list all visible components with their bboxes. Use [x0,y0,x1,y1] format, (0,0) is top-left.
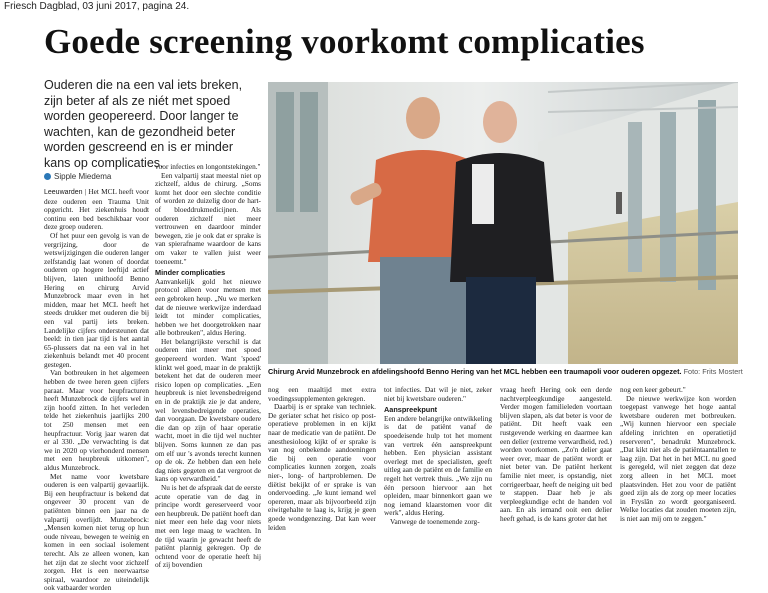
paragraph: Aanvankelijk gold het nieuwe protocol alleen voor mensen met een gebroken heup. „Nu we merken dat de nieuwe werkwijze inderdaad leidt tot minder complicaties, hebben we het doorgetrokken naar alle botbreuken", aldus Hering. [155,276,261,338]
article-photo [268,82,738,364]
paragraph: Nu is het de afspraak dat de eerste acute operatie van de dag in principe wordt gereserveerd voor een heupbreuk. De patiënt hoeft dan niet meer een hele dag voor niets met een lege maag te wachten. In de tijd waarin je gewacht heeft de patiënt plannig gekregen. Op de ochtend voor de operatie heeft hij of zij bovendien [155,482,261,570]
author-byline [44,172,111,181]
paragraph: voor infecties en longontstekingen." [155,162,261,171]
article-column-3 [268,386,376,532]
subheading: Minder complicaties [155,268,226,278]
paragraph: De nieuwe werkwijze kon worden toegepast vanwege het hoge aantal kwetsbare ouderen met botbreuken. „Wij kunnen hiervoor een speciale afdeling inrichten en operatietijd reserveren", benadrukt Munzebrock. „Dat kikt niet als de patiëntaantallen te laag zijn. Dat het in het MCL nu goed is geregeld, wil niet zeggen dat deze zorg alleen in het MCL moet plaatsvinden. Het zou voor de patiënt goed zijn als de zorg op meer locaties in Fryslân zo wordt georganiseerd. Welke locaties dat zouden moeten zijn, is niet aan mij om te zeggen." [620,393,736,523]
paragraph: Vanwege de toenemende zorg- [390,516,480,526]
article-column-1 [44,188,149,593]
article-column-2 [155,163,261,570]
paragraph: Of het puur een gevolg is van de vergrijzing, door de wetswijzigingen die ouderen langer zelfstandig laat wonen of doordat ouderen op hogere leeftijd actief blijven, laten unithoofd Benno Hering en chirurg Arvid Munzebrock maar even in het midden, maar het MCL heeft het steeds drukker met ouderen die bij een val partij iets breken. Landelijke cijfers ondersteunen dat beeld: in tien jaar tijd is het aantal 65-plussers dat na een val in het ziekenhuis belandt met 40 procent gestegen. [44,230,149,369]
article-column-6 [620,386,736,524]
paragraph: Met name voor kwetsbare ouderen is een valpartij gevaarlijk. Bij een heupfractuur is bekend dat ongeveer 30 procent van de patiënten binnen een jaar na de valpartij overlijdt. Munzebrock: „Mensen komen niet terug op hun oude niveau, bewegen te weinig en komen in een sociaal isolement terecht. Als ze alleen wonen, kan het zijn dat ze slecht voor zichzelf zorgen. Het is een neerwaartse spiraal, waardoor ze uiteindelijk ook vatbaarder worden [44,471,149,593]
paragraph: Het belangrijkste verschil is dat ouderen niet meer met spoed geopereerd worden. Want 'spoed' klinkt wel goed, maar in de praktijk betekent het dat de ouderen meer risico lopen op complicaties. „Een heupbreuk is niet levensbedreigend en in de praktijk zie je dat andere, wel levensbedreigende operaties, dan voorgaan. De kwetsbare oudere die dan op zijn of haar operatie wacht, moet in die tijd wel nuchter blijven. Soms kunnen ze dan pas om elf uur 's avonds terecht kunnen op de ok. Ze hebben dan een hele dag niets gegeten en dat vergroot de kans op verwardheid." [155,336,261,484]
photo-illustration [268,82,738,364]
paragraph: Een andere belangrijke ontwikkeling is dat de patiënt vanaf de spoedeisende hulp tot het moment van vertrek één aanspreekpunt hebben. Een physician assistant overlegt met de specialisten, geeft uitleg aan de patiënt en de familie en regelt het vertrek thuis. „We zijn nu één persoon hiervoor aan het opleiden, maar binnenkort gaan we nog iemand klaarstomen voor dit werk", aldus Hering. [384,413,492,518]
paragraph: vraag heeft Hering ook een derde nachtverpleegkundige aangesteld. Verder mogen familieleden voortaan blijven slapen, als dat beter is voor de patiënt. Dit heeft vaak een rustgevende werking en daarmee kan een delier (extreme verwardheid, red.) worden voorkomen. „Zo'n delier gaat weer over, maar de patiënt wordt er niet beter van. De patiënt herkent familie niet meer, is opstandig, niet corrigeerbaar, heeft de neiging uit bed te stappen. Daar heb je als verpleegkundige echt de handen vol aan. En als iemand ooit een delier heeft gehad, is de kans groter dat het [500,385,612,523]
article-column-5 [500,386,612,524]
paragraph: Een valpartij staat meestal niet op zichzelf, aldus de chirurg. „Soms komt het door een slechte conditie of worden ze duizelig door de hart- of bloeddrukmedicijnen. Als ouderen zichzelf niet meer vertrouwen en daardoor minder bewegen, zie je ook dat er sprake is van spierafname waardoor de kans om vaker te vallen juist weer toeneemt." [155,170,261,266]
newspaper-source: Friesch Dagblad, 03 juni 2017, pagina 24. [4,1,190,12]
paragraph: Daarbij is er sprake van techniek. De geriater schat het risico op post-operatieve problemen in en kijkt naar de medicatie van de patiënt. De anesthesioloog kijkt of er sprake is van nog onbekende aandoeningen die bij een operatie voor complicaties kunnen zorgen, zoals nier-, long- of hartproblemen. De diëtist bekijkt of er sprake is van ondervoeding. „Je kunt iemand wel opereren, maar als bijvoorbeeld zijn eiwitgehalte te laag is, krijg je geen goede wondgenezing. Dat kan weer leiden [268,402,376,532]
headline: Goede screening voorkomt complicaties [44,22,645,61]
paragraph: nog een keer gebeurt." [620,385,686,394]
caption-text: Chirurg Arvid Munzebrock en afdelingshoofd Benno Hering van het MCL hebben een traumapoli voor ouderen opgezet. [268,367,682,376]
paragraph: nog een maaltijd met extra voedingssupplementen gekregen. [268,385,376,403]
photo-caption [268,367,743,376]
paragraph: tot infecties. Dat wil je niet, zeker niet bij kwetsbare ouderen." [384,385,492,403]
author-name: Sipple Miedema [54,172,112,181]
photo-credit: Foto: Frits Mostert [683,367,743,376]
article-column-4 [384,386,492,527]
dateline: Leeuwarden [44,189,83,196]
lead-paragraph: Ouderen die na een val iets breken, zijn beter af als ze niét met spoed worden geopereerd. Door langer te wachten, kan de gezondheid beter worden gescreend en is er minder kans op complicaties. [44,78,243,170]
author-icon [44,173,51,180]
column-1-intro: Leeuwarden | Het MCL heeft voor deze ouderen een Trauma Unit opgericht. Het ziekenhuis houdt continu een bed beschikbaar voor deze groep ouderen. [44,187,150,232]
subheading: Aanspreekpunt [384,405,438,415]
intro-text: Het MCL heeft voor deze ouderen een Trauma Unit opgericht. Het ziekenhuis houdt continu een bed beschikbaar voor deze groep ouderen. [44,187,150,232]
paragraph: Van botbreuken in het algemeen hebben de twee heren geen cijfers paraat. Maar voor heupfracturen heeft Munzebrock de cijfers wel in zijn hoofd zitten. In het verleden telde het ziekenhuis jaarlijks 200 tot 250 mensen met een heupfractuur. Vorig jaar waren dat er al 330. „De verwachting is dat we in 2020 op vierhonderd mensen met een heupbreuk uitkomen", aldus Munzebrock. [44,368,149,472]
